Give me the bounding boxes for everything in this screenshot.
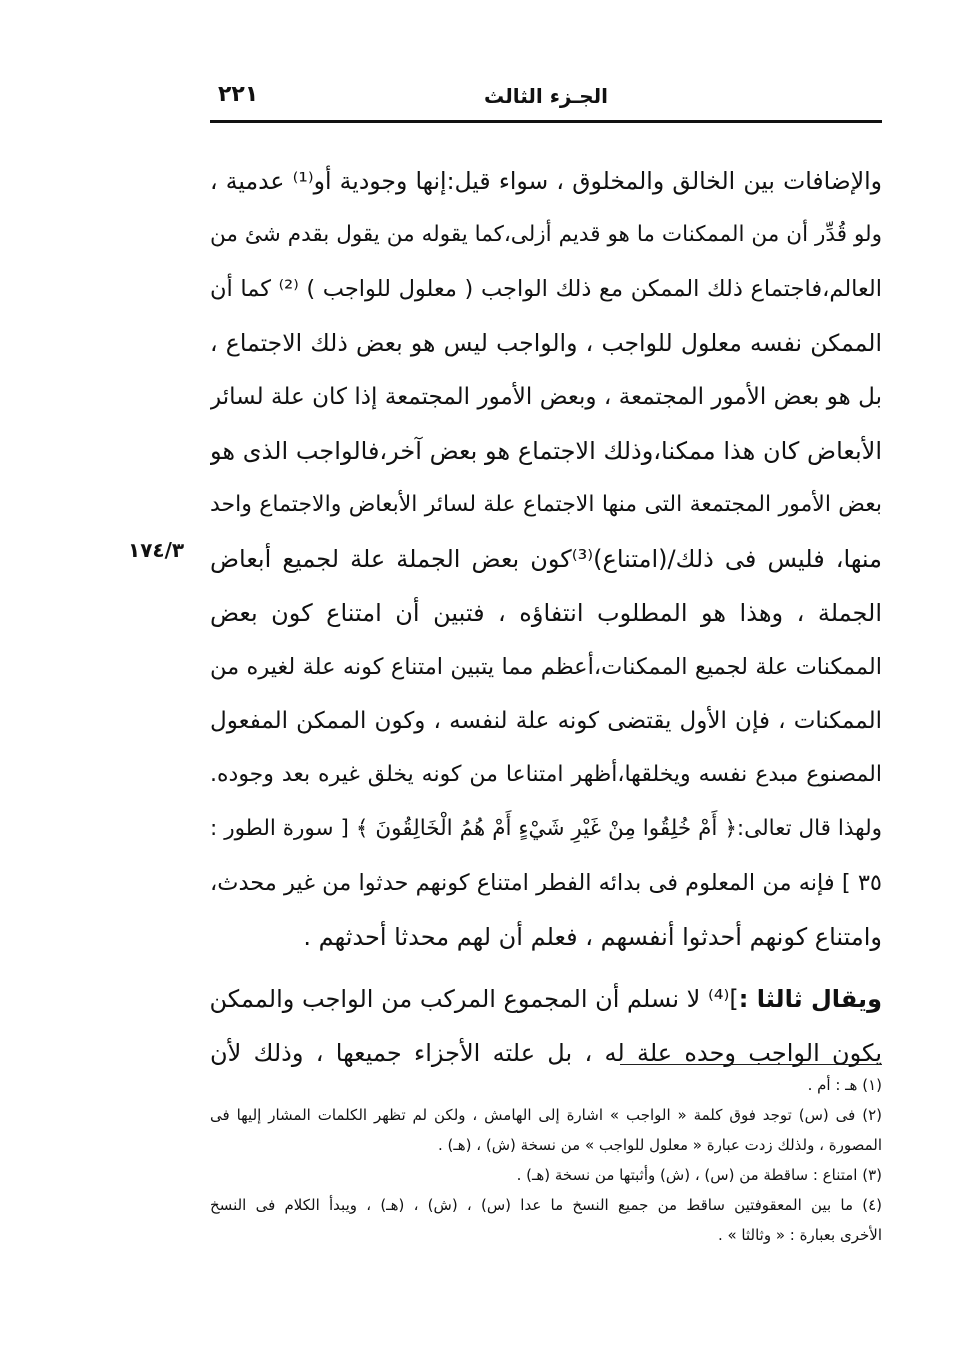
text-line: العالم،فاجتماع ذلك الممكن مع ذلك الواجب ( معلول للواجب ) ⁽²⁾ كما أن [210,276,882,302]
page-header [210,82,882,122]
text-line: الجملة ، وهذا هو المطلوب انتفاؤه ، فتبين أن امتناع كون بعض [210,599,882,627]
text-line: بل هو بعض الأمور المجتمعة ، وبعض الأمور المجتمعة إذا كان علة لسائر [210,384,882,410]
text-line: المصنوع مبدع نفسه ويخلقها،أظهر امتناعا من كونه يخلق غيره بعد وجوده. [210,762,882,787]
margin-reference: ١٧٤/٣ [128,538,185,562]
paragraph-2-text: ]⁽⁴⁾ لا نسلم أن المجموع المركب من الواجب والممكن [210,985,739,1013]
footnote-4-continued: الأخرى بعبارة : « وثالثا » . [717,1226,882,1244]
text-line: الأبعاض كان هذا ممكنا،وذلك الاجتماع هو بعض آخر،فالواجب الذى هو [210,437,882,465]
footnotes [210,1070,882,1250]
text-line: وامتناع كونهم أحدثوا أنفسهم ، فعلم أن لهم محدثا أحدثهم . [303,923,882,951]
paragraph-2-line-2: يكون الواجب وحده علة له ، بل علته الأجزاء جميعها ، وذلك لأن [210,1039,882,1067]
footnote-2-continued: المصورة ، ولذلك زدت عبارة « معلول للواجب » من نسخة (ش) ، (هـ) . [437,1136,882,1154]
running-title: الجـزء الثالث [484,84,608,108]
paragraph-2-line-1 [210,972,882,1026]
footnote-2: (٢) فى (س) توجد فوق كلمة « الواجب » اشارة إلى الهامش ، ولكن لم تظهر الكلمات المشار إليها فى [210,1106,882,1124]
text-line: ولهذا قال تعالى:﴿ أَمْ خُلِقُوا مِنْ غَيْرِ شَيْءٍ أَمْ هُمُ الْخَالِقُونَ ﴾ [ سورة الطور : [210,816,882,841]
footnote-1: (١) هـ : أم . [807,1076,882,1094]
text-line: ولو قُدِّر أن من الممكنات ما هو قديم أزلى،كما يقوله من يقول بقدم شئ من [210,222,882,247]
page-number: ٢٢١ [218,82,259,107]
footnote-rule [620,1064,882,1065]
footnote-4: (٤) ما بين المعقوفتين ساقط من جميع النسخ ما عدا (س) ، (ش) ، (هـ) ، ويبدأ الكلام فى النسخ [210,1196,882,1214]
text-line: منها، فليس فى ذلك/(امتناع)⁽³⁾كون بعض الجملة علة لجميع أبعاض [210,545,882,573]
text-line: الممكنات ، فإن الأول يقتضى كونه علة لنفسه ، وكون الممكن المفعول [210,708,882,734]
text-line: بعض الأمور المجتمعة التى منها الاجتماع علة لسائر الأبعاض والاجتماع واحد [210,492,882,517]
text-line: الممكنات علة لجميع الممكنات،أعظم مما يتبين امتناع كونه علة لغيره من [210,654,882,680]
footnote-3: (٣) امتناع : ساقطة من (س) ، (ش) وأثبتها من نسخة (هـ) . [516,1166,882,1184]
text-line: والإضافات بين الخالق والمخلوق ، سواء قيل:إنها وجودية أو⁽¹⁾ عدمية ، [210,167,882,195]
text-line: ٣٥ ] فإنه من المعلوم فى بدائه الفطر امتناع كونهم حدثوا من غير محدث، [210,870,882,896]
text-line: الممكن نفسه معلول للواجب ، والواجب ليس هو بعض ذلك الاجتماع ، [210,329,882,357]
paragraph-lead: ويقال ثالثا : [738,985,882,1013]
header-rule [210,120,882,123]
main-text [210,154,882,1080]
